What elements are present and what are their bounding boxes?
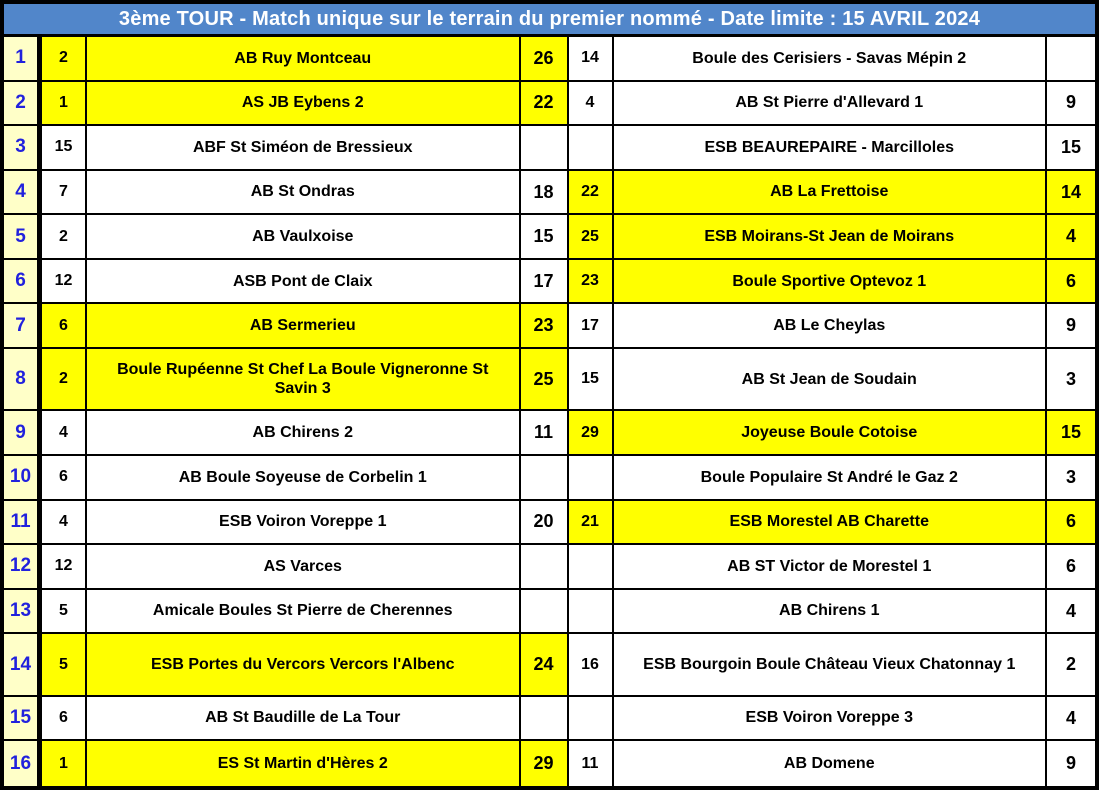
right-team-seed: 16 (569, 634, 614, 696)
left-team-seed: 12 (42, 260, 87, 305)
right-team-score: 9 (1047, 82, 1095, 127)
right-team-name: ESB Morestel AB Charette (614, 501, 1048, 546)
right-team-score: 15 (1047, 411, 1095, 456)
left-team-name: AB Vaulxoise (87, 215, 521, 260)
left-team-score: 20 (521, 501, 569, 546)
right-team-seed: 29 (569, 411, 614, 456)
match-number: 10 (4, 456, 42, 501)
match-rows-container (4, 37, 1095, 786)
right-team-seed (569, 545, 614, 590)
left-team-name: AB Chirens 2 (87, 411, 521, 456)
left-team-name: ABF St Siméon de Bressieux (87, 126, 521, 171)
match-row (4, 545, 1095, 590)
match-number: 1 (4, 37, 42, 82)
left-team-score: 23 (521, 304, 569, 349)
left-team-seed: 1 (42, 82, 87, 127)
right-team-seed: 17 (569, 304, 614, 349)
right-team-score: 3 (1047, 349, 1095, 411)
match-row (4, 304, 1095, 349)
left-team-name: ES St Martin d'Hères 2 (87, 741, 521, 786)
match-row (4, 456, 1095, 501)
left-team-score (521, 590, 569, 635)
left-team-name: ESB Voiron Voreppe 1 (87, 501, 521, 546)
right-team-score: 14 (1047, 171, 1095, 216)
right-team-name: AB Domene (614, 741, 1048, 786)
left-team-score: 25 (521, 349, 569, 411)
left-team-seed: 4 (42, 411, 87, 456)
right-team-seed (569, 697, 614, 742)
right-team-name: Boule Sportive Optevoz 1 (614, 260, 1048, 305)
match-row (4, 697, 1095, 742)
match-row (4, 349, 1095, 411)
right-team-name: Joyeuse Boule Cotoise (614, 411, 1048, 456)
match-row (4, 501, 1095, 546)
right-team-name: ESB Bourgoin Boule Château Vieux Chatonnay 1 (614, 634, 1048, 696)
right-team-name: ESB BEAUREPAIRE - Marcilloles (614, 126, 1048, 171)
left-team-name: ASB Pont de Claix (87, 260, 521, 305)
left-team-seed: 15 (42, 126, 87, 171)
right-team-seed: 22 (569, 171, 614, 216)
left-team-score (521, 545, 569, 590)
right-team-name: AB Le Cheylas (614, 304, 1048, 349)
match-number: 5 (4, 215, 42, 260)
left-team-seed: 2 (42, 215, 87, 260)
left-team-name: Amicale Boules St Pierre de Cherennes (87, 590, 521, 635)
left-team-name: AB St Baudille de La Tour (87, 697, 521, 742)
match-number: 3 (4, 126, 42, 171)
left-team-score: 15 (521, 215, 569, 260)
left-team-seed: 2 (42, 37, 87, 82)
right-team-score: 9 (1047, 741, 1095, 786)
left-team-score: 17 (521, 260, 569, 305)
match-number: 15 (4, 697, 42, 742)
match-number: 16 (4, 741, 42, 786)
right-team-score (1047, 37, 1095, 82)
left-team-name: ESB Portes du Vercors Vercors l'Albenc (87, 634, 521, 696)
left-team-score (521, 697, 569, 742)
match-number: 8 (4, 349, 42, 411)
left-team-seed: 7 (42, 171, 87, 216)
right-team-score: 4 (1047, 590, 1095, 635)
right-team-seed: 15 (569, 349, 614, 411)
right-team-seed: 14 (569, 37, 614, 82)
right-team-name: Boule des Cerisiers - Savas Mépin 2 (614, 37, 1048, 82)
match-row (4, 260, 1095, 305)
match-number: 13 (4, 590, 42, 635)
match-row (4, 37, 1095, 82)
right-team-name: ESB Voiron Voreppe 3 (614, 697, 1048, 742)
match-number: 6 (4, 260, 42, 305)
right-team-seed (569, 456, 614, 501)
right-team-score: 15 (1047, 126, 1095, 171)
left-team-seed: 5 (42, 634, 87, 696)
match-row (4, 741, 1095, 786)
match-number: 14 (4, 634, 42, 696)
right-team-score: 9 (1047, 304, 1095, 349)
left-team-name: AS JB Eybens 2 (87, 82, 521, 127)
left-team-name: AB Ruy Montceau (87, 37, 521, 82)
left-team-seed: 6 (42, 304, 87, 349)
match-number: 11 (4, 501, 42, 546)
match-row (4, 634, 1095, 696)
left-team-name: AB Boule Soyeuse de Corbelin 1 (87, 456, 521, 501)
right-team-score: 6 (1047, 501, 1095, 546)
match-row (4, 590, 1095, 635)
match-number: 9 (4, 411, 42, 456)
left-team-seed: 2 (42, 349, 87, 411)
match-number: 4 (4, 171, 42, 216)
match-row (4, 411, 1095, 456)
match-number: 12 (4, 545, 42, 590)
left-team-seed: 12 (42, 545, 87, 590)
left-team-score: 26 (521, 37, 569, 82)
left-team-score: 24 (521, 634, 569, 696)
right-team-score: 2 (1047, 634, 1095, 696)
left-team-seed: 6 (42, 697, 87, 742)
match-number: 2 (4, 82, 42, 127)
left-team-score (521, 126, 569, 171)
left-team-score: 18 (521, 171, 569, 216)
match-row (4, 82, 1095, 127)
right-team-seed (569, 126, 614, 171)
right-team-seed: 4 (569, 82, 614, 127)
match-row (4, 215, 1095, 260)
left-team-name: AB St Ondras (87, 171, 521, 216)
sheet-title: 3ème TOUR - Match unique sur le terrain du premier nommé - Date limite : 15 AVRIL 2024 (4, 4, 1095, 37)
left-team-seed: 4 (42, 501, 87, 546)
right-team-name: ESB Moirans-St Jean de Moirans (614, 215, 1048, 260)
right-team-name: AB St Pierre d'Allevard 1 (614, 82, 1048, 127)
match-row (4, 126, 1095, 171)
left-team-score: 22 (521, 82, 569, 127)
left-team-score: 11 (521, 411, 569, 456)
right-team-score: 4 (1047, 697, 1095, 742)
right-team-score: 3 (1047, 456, 1095, 501)
right-team-name: AB ST Victor de Morestel 1 (614, 545, 1048, 590)
right-team-seed (569, 590, 614, 635)
left-team-score: 29 (521, 741, 569, 786)
right-team-seed: 23 (569, 260, 614, 305)
right-team-seed: 21 (569, 501, 614, 546)
left-team-name: AB Sermerieu (87, 304, 521, 349)
right-team-seed: 11 (569, 741, 614, 786)
right-team-score: 6 (1047, 260, 1095, 305)
left-team-seed: 1 (42, 741, 87, 786)
right-team-name: AB St Jean de Soudain (614, 349, 1048, 411)
right-team-name: Boule Populaire St André le Gaz 2 (614, 456, 1048, 501)
right-team-score: 6 (1047, 545, 1095, 590)
right-team-seed: 25 (569, 215, 614, 260)
left-team-score (521, 456, 569, 501)
right-team-name: AB La Frettoise (614, 171, 1048, 216)
left-team-seed: 6 (42, 456, 87, 501)
left-team-name: Boule Rupéenne St Chef La Boule Vigneronne St Savin 3 (87, 349, 521, 411)
right-team-score: 4 (1047, 215, 1095, 260)
match-row (4, 171, 1095, 216)
right-team-name: AB Chirens 1 (614, 590, 1048, 635)
match-number: 7 (4, 304, 42, 349)
left-team-seed: 5 (42, 590, 87, 635)
left-team-name: AS Varces (87, 545, 521, 590)
